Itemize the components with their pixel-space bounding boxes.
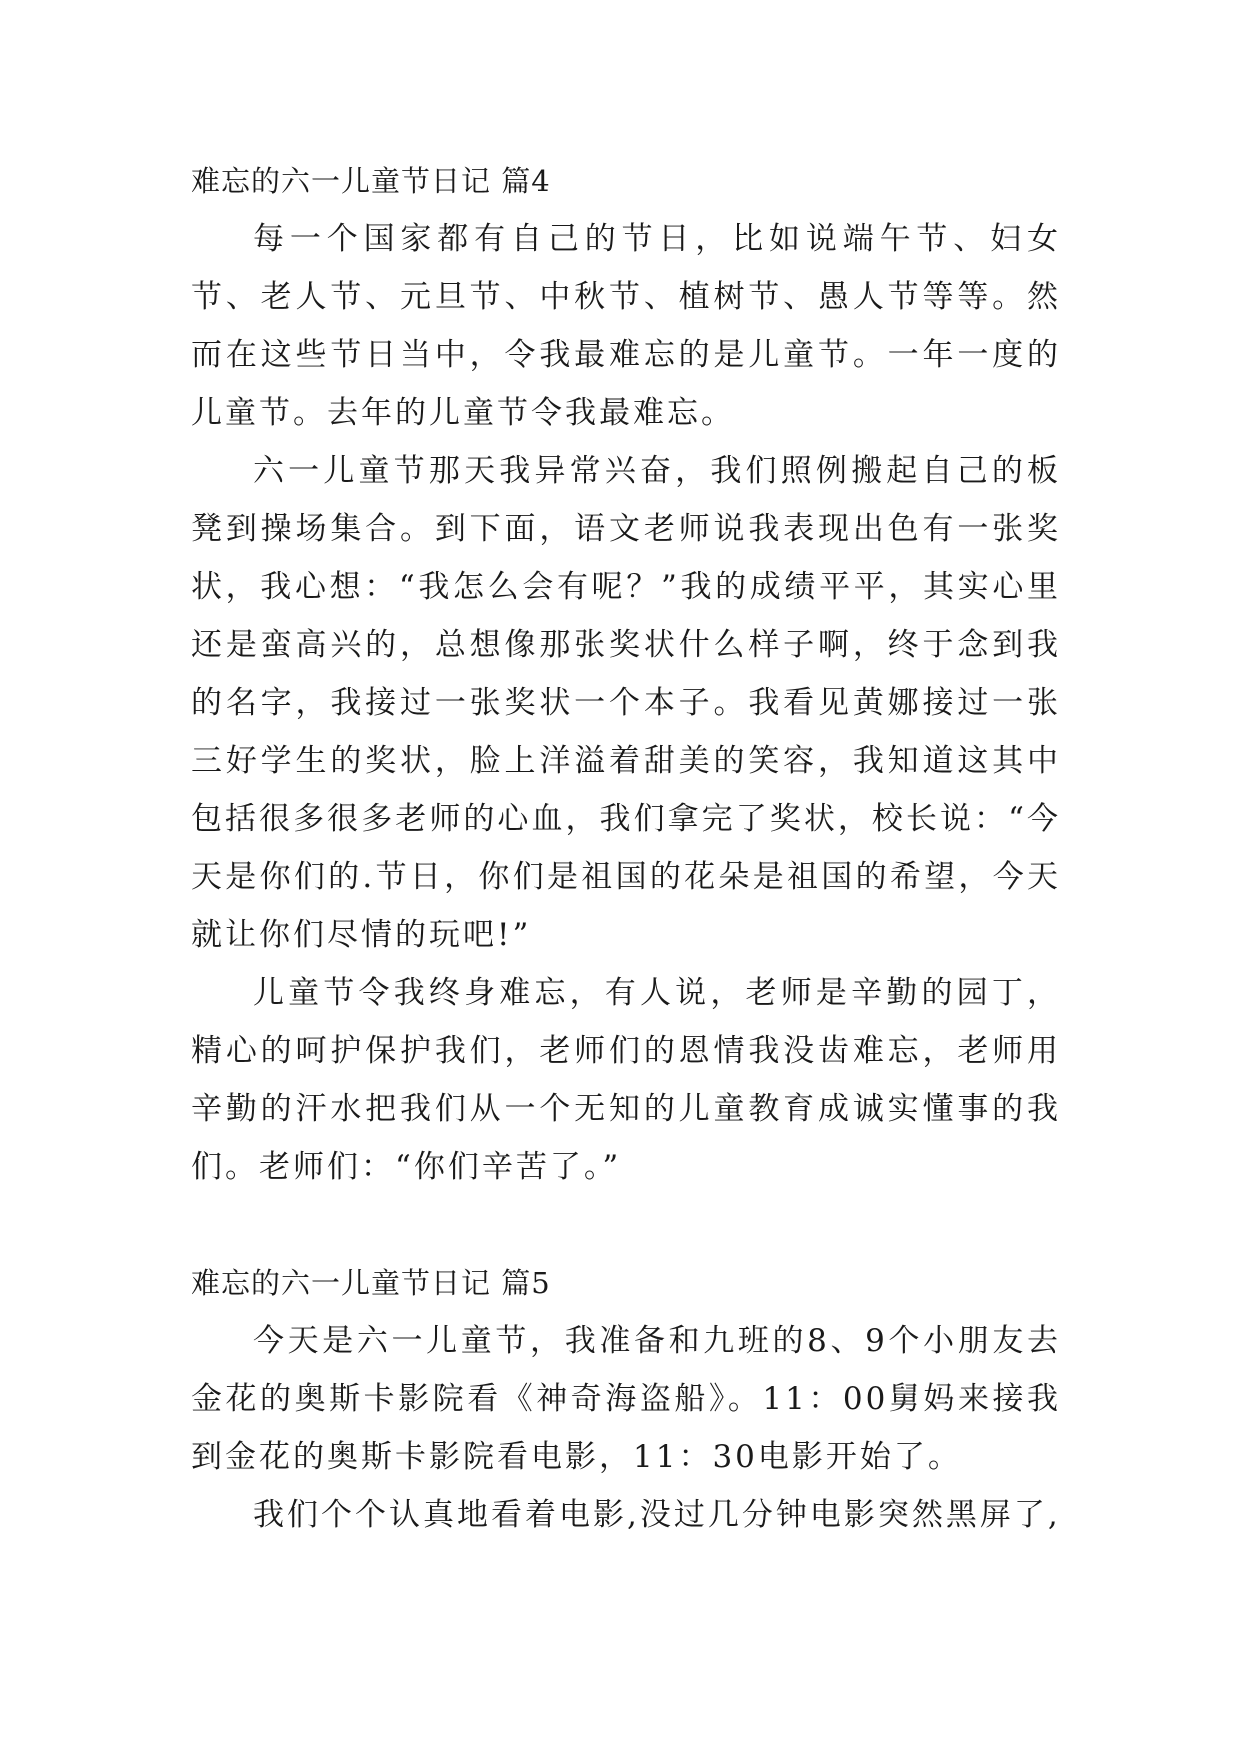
section-divider-space [191,1196,1061,1254]
paragraph: 儿童节令我终身难忘，有人说，老师是辛勤的园丁，精心的呵护保护我们，老师们的恩情我没齿难忘，老师用辛勤的汗水把我们从一个无知的儿童教育成诚实懂事的我们。老师们：“你们辛苦了。” [191,975,1061,1185]
section-title-4: 难忘的六一儿童节日记 篇4 [191,164,551,198]
paragraph: 我们个个认真地看着电影,没过几分钟电影突然黑屏了, [253,1497,1061,1533]
paragraph: 每一个国家都有自己的节日，比如说端午节、妇女节、老人节、元旦节、中秋节、植树节、愚人节等等。然而在这些节日当中，令我最难忘的是儿童节。一年一度的儿童节。去年的儿童节令我最难忘。 [191,221,1061,431]
document-body [191,152,1061,1544]
paragraph: 今天是六一儿童节，我准备和九班的8、9个小朋友去金花的奥斯卡影院看《神奇海盗船》。11：00舅妈来接我到金花的奥斯卡影院看电影，11：30电影开始了。 [191,1323,1061,1475]
section-title-5: 难忘的六一儿童节日记 篇5 [191,1266,551,1300]
paragraph: 六一儿童节那天我异常兴奋，我们照例搬起自己的板凳到操场集合。到下面，语文老师说我表现出色有一张奖状，我心想：“我怎么会有呢？”我的成绩平平，其实心里还是蛮高兴的，总想像那张奖状什么样子啊，终于念到我的名字，我接过一张奖状一个本子。我看见黄娜接过一张三好学生的奖状，脸上洋溢着甜美的笑容，我知道这其中包括很多很多老师的心血，我们拿完了奖状，校长说：“今天是你们的.节日，你们是祖国的花朵是祖国的希望，今天就让你们尽情的玩吧!” [191,453,1061,953]
